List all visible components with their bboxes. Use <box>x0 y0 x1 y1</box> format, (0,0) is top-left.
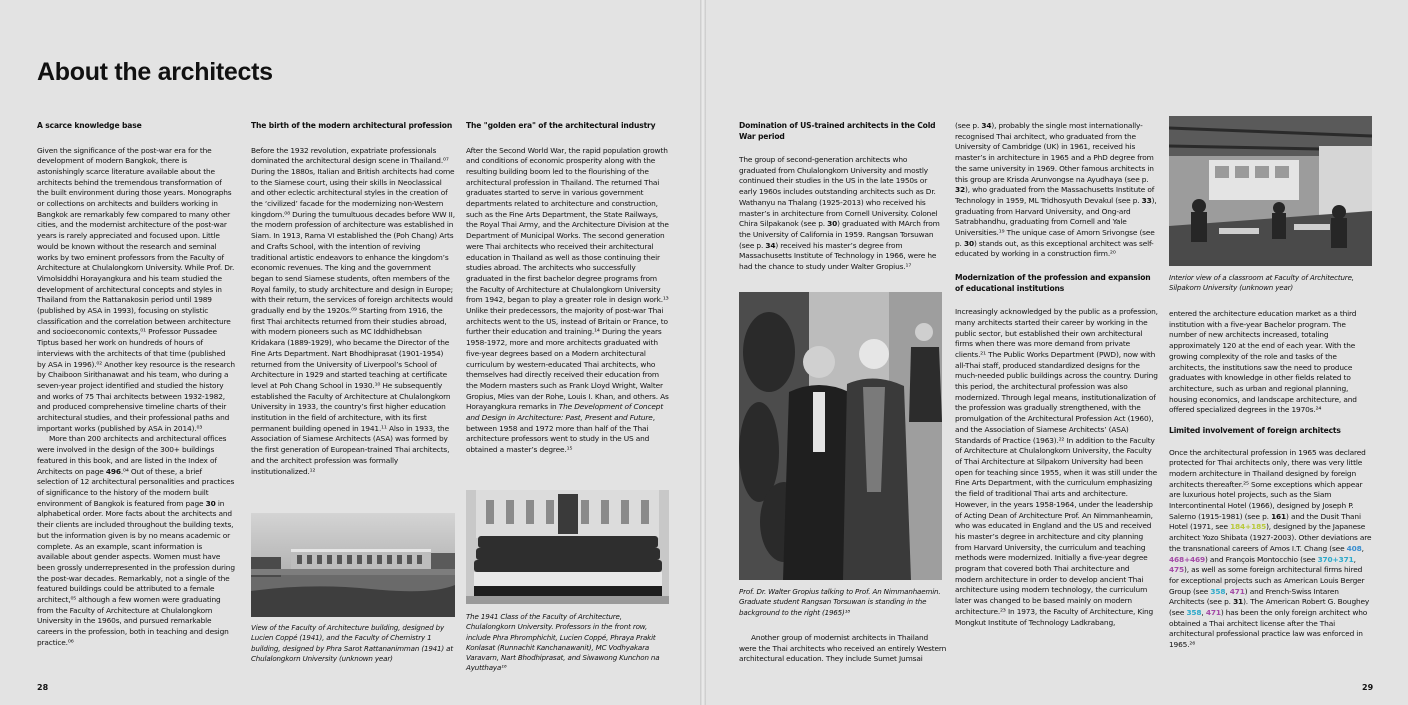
column-golden-era <box>466 121 670 456</box>
column-cold-war <box>739 121 943 273</box>
paragraph: Increasingly acknowledged by the public as a profession, many architects started their career by working in the public sector, but established their own architectural firms when there was more demand from private clients.²¹ The Public Works Department (PWD), now with all-Thai staff, produced standardized designs for the much-needed public buildings across the country. During this period, the architectural profession was also modernized. Through legal means, institutionalization of the profession was gradually strengthened, with the promulgation of the Architectural Profession Act (1960), and the Association of Siamese Architects’ (ASA) Standards of Practice (1963).²² In addition to the Faculty of Architecture at Chulalongkorn University, the Faculty of Thai Architecture at Silpakorn University had been open for teaching since 1955, when it was still under the Fine Arts Department, with the curriculum emphasizing the field of traditional Thai arts and architecture. However, in the years 1958-1964, under the leadership of Acting Dean of Architecture Prof. An Nimmanheamin, who was educated in England and the US and received his master’s degree in architecture and city planning from Harvard University, the curriculum and teaching methods were modernized. Initially a five-year degree program that covered both Thai architecture and modern architecture in order to develop ancient Thai architecture using modern technology, the curriculum later was changed to be based mainly on modern architecture.²³ In 1973, the Faculty of Architecture, King Mongkut Institute of Technology Ladkrabang, <box>955 307 1158 627</box>
photo-caption: Interior view of a classroom at Faculty of Architecture, Silpakorn University (unknown year) <box>1169 273 1354 293</box>
photo-caption: Prof. Dr. Walter Gropius talking to Prof. An Nimmanhaemin. Graduate student Rangsan Torsuwan is standing in the background to the right (1965)¹⁸ <box>739 587 941 617</box>
photo-gropius <box>739 292 942 580</box>
paragraph: entered the architecture education market as a third institution with a five-year Bachelor program. The number of new architects increased, totaling approximately 120 at the end of each year. With the growing complexity of the role and tasks of the architects, the institutions saw the need to produce graduates with knowledge in other fields related to architecture, such as urban and regional planning, housing economics, and landscape architecture, and offered specialized degrees in the 1970s.²⁴ <box>1169 309 1357 415</box>
column-foreign-architects <box>1169 309 1374 651</box>
photo-caption: View of the Faculty of Architecture building, designed by Lucien Coppé (1941), and the Faculty of Chemistry 1 building, designed by Phra Sarot Rattananimman (1941) at Chulalongkorn University (unknown year) <box>251 623 453 663</box>
section-heading: Domination of US-trained architects in the Cold War period <box>739 121 936 141</box>
section-heading: The birth of the modern architectural profession <box>251 121 453 130</box>
column-modernization <box>955 121 1159 628</box>
section-heading: A scarce knowledge base <box>37 121 142 130</box>
paragraph: Once the architectural profession in 1965 was declared protected for Thai architects only, there was very little modern architecture in Thailand designed by foreign architects thereafter.²⁵ Some exceptions which appear are luxurious hotel projects, such as the Siam Intercontinental Hotel (1966), designed by Joseph P. Salerno (1915-1981) (see p. 161) and the Dusit Thani Hotel (1971, see 184+185), designed by the Japanese architect Yozo Shibata (1927-2003). Other deviations are the transnational careers of Amos I.T. Chang (see 408, 468+469) and François Montocchio (see 370+371, 475), as well as some foreign architectural firms hired for exceptional projects such as American Louis Berger Group (see 358, 471) and French-Swiss Intaren Architects (see p. 31). The American Robert G. Boughey (see 358, 471) has been the only foreign architect who obtained a Thai architect license after the Thai architectural professional practice law was enforced in 1965.²⁶ <box>1169 447 1372 650</box>
photo-class-1941 <box>466 490 669 604</box>
section-heading: The "golden era" of the architectural industry <box>466 121 656 130</box>
paragraph: Given the significance of the post-war era for the development of modern Bangkok, there is astonishingly scarce literature available about the architects behind the tremendous transformation of the built environment during those years. Monographs or collections on architects and builders working in Bangkok are remarkably few compared to many other cities, and the modernist architecture of the post-war years is rarely appreciated and focused upon. Little would be known without the research and seminal works by two eminent professors from the Faculty of Architecture at Chulalongkorn University. While Prof. Dr. Vimolsiddhi Horayangkura and his team studied the development of architectural concepts and styles in Thailand from the Rattanakosin period until 1989 (published by ASA in 1993), focusing on stylistic classification and the correlation between architecture and socioeconomic contexts,⁰¹ Professor Pussadee Tiptus based her work on hundreds of hours of interviews with the architects of that time (published by ASA in 1996).⁰² Another key resource is the research by Chaiboon Sirithanawat and his team, who during a seven-year project identified and studied the history and works of 75 Thai architects between 1932-1982, and produced comprehensive timeline charts of their architectural studies, and their professional paths and important works (published by ASA in 2014).⁰³ <box>37 145 235 433</box>
section-heading: Modernization of the profession and expansion of educational institutions <box>955 273 1151 293</box>
photo-classroom <box>1169 116 1372 266</box>
column-birth-profession <box>251 121 455 477</box>
photo-caption: The 1941 Class of the Faculty of Architecture, Chulalongkorn University. Professors in the front row, include Phra Phromphichit, Lucien Coppé, Phraya Prakit Konlasat (Runnachit Kanchanawanit), MC Vodhyakara Varavarn, Nart Bhodhiprasat, and Siwawong Kunchon na Ayutthaya¹⁶ <box>466 612 660 673</box>
photo-faculty-building <box>251 513 455 617</box>
paragraph: Before the 1932 revolution, expatriate professionals dominated the architectural design scene in Thailand.⁰⁷ During the 1880s, Italian and British architects had come to the Siamese court, using their skills in Neoclassical and other eclectic architectural styles in the creation of the ‘civilized’ facade for the modernizing non-Western kingdom.⁰⁸ During the tumultuous decades before WW II, the modern profession of architecture was established in Siam. In 1913, Rama VI established the (Poh Chang) Arts and Crafts School, with the intention of reviving traditional artistic endeavors to enhance the kingdom’s economic revenues. The king and the government began to send Siamese students, often members of the Royal family, to study architecture and design in Europe; with their return, the services of foreign architects would gradually end by the 1920s.⁰⁹ Starting from 1916, the first Thai architects returned from their studies abroad, with modern pioneers such as MC Iddhidhebsan Kridakara (1889-1929), who became the Director of the Fine Arts Department. Nart Bhodhiprasat (1901-1954) returned from the University of Liverpool’s School of Architecture in 1929 and started teaching at certificate level at Poh Chang School in 1930.¹⁰ He subsequently established the Faculty of Architecture at Chulalongkorn University in 1933, the country’s first higher education institution in the field of architecture, with its first permanent building opened in 1941.¹¹ Also in 1933, the Association of Siamese Architects (ASA) was formed by the first generation of European-trained Thai architects, and the architect profession was formally institutionalized.¹² <box>251 145 455 476</box>
page-number-left: 28 <box>37 683 49 692</box>
page-number-right: 29 <box>1362 683 1374 692</box>
page-title: About the architects <box>37 58 273 86</box>
paragraph: Another group of modernist architects in Thailand were the Thai architects who received an entirely Western architectural education. They include Sumet Jumsai <box>739 633 947 664</box>
paragraph: After the Second World War, the rapid population growth and conditions of economic prosperity along with the resulting building boom led to the flourishing of the architectural profession in Thailand. The returned Thai graduates started to serve in various government departments related to architecture and construction, such as the Fine Arts Department, the State Railways, the Royal Thai Army, and the Architecture Division at the Department of Municipal Works. The second generation were Thai architects who received their architectural education in Thailand as well as those continuing their studies abroad. The architects who successfully graduated in the first bachelor degree programs from the Faculty of Architecture at Chulalongkorn University from 1942, began to play a greater role in design work.¹³ Unlike their predecessors, the majority of post-war Thai architects went to the US, instead of Britain or France, to further their education and training.¹⁴ During the years 1958-1972, more and more architects graduated with five-year degrees based on a Modern architectural curriculum by western-educated Thai architects, who themselves had directly received their education from the Modern masters such as Frank Lloyd Wright, Walter Gropius, Mies van der Rohe, Louis I. Khan, and others. As Horayangkura remarks in The Development of Concept and Design in Architecture: Past, Present and Future, between 1958 and 1972 more than half of the Thai architecture professors went to study in the US and obtained a master’s degree.¹⁵ <box>466 145 669 455</box>
paragraph: More than 200 architects and architectural offices were involved in the design of the 300+ buildings featured in this book, and are listed in the Index of Architects on page 496.⁰⁴ Out of these, a brief selection of 12 architectural personalities and practices of significance to the history of the modern built environment of Bangkok is featured from page 30 in alphabetical order. More facts about the architects and their clients are included throughout the building texts, but the information given is by no means academic or complete. As an example, scant information is available about gender aspects. Women must have been grossly underrepresented in the profession during the post-war decades. Remarkably, not a single of the featured buildings could be attributed to a female architect,⁰⁵ although a few women were graduating from the Faculty of Architecture at Chulalongkorn University in the 1960s, and pursued remarkable careers in the profession, both in teaching and design practice.⁰⁶ <box>37 434 235 647</box>
paragraph: The group of second-generation architects who graduated from Chulalongkorn University and mostly continued their studies in the US in the late 1950s or early 1960s includes outstanding architects such as Dr. Wathanyu na Thalang (1925-2013) who received his master’s in architecture from Cornell University. Colonel Chira Silpakanok (see p. 30) graduated with MArch from the University of California in 1959. Rangsan Torsuwan (see p. 34) received his master’s degree from Massachusetts Institute of Technology in 1966, were he had the chance to study under Walter Gropius.¹⁷ <box>739 155 940 272</box>
paragraph: (see p. 34), probably the single most internationally-recognised Thai architect, who graduated from the University of Cambridge (UK) in 1961, received his master’s in architecture in 1965 and a PhD degree from the same university in 1969. Other famous architects in this group are Krisda Arunvongse na Ayudhaya (see p. 32), who graduated from the Massachusetts Institute of Technology in 1959, ML Tridhosyuth Devakul (see p. 33), graduating from Harvard University, and Ong-ard Satrabhandhu, graduating from Cornell and Yale Universities.¹⁹ The unique case of Amorn Srivongse (see p. 30) stands out, as this exceptional architect was self-educated by working in a construction firm.²⁰ <box>955 121 1157 259</box>
column-scarce-knowledge <box>37 121 235 649</box>
section-heading: Limited involvement of foreign architects <box>1169 426 1341 436</box>
column-cold-war-cont <box>739 633 947 665</box>
